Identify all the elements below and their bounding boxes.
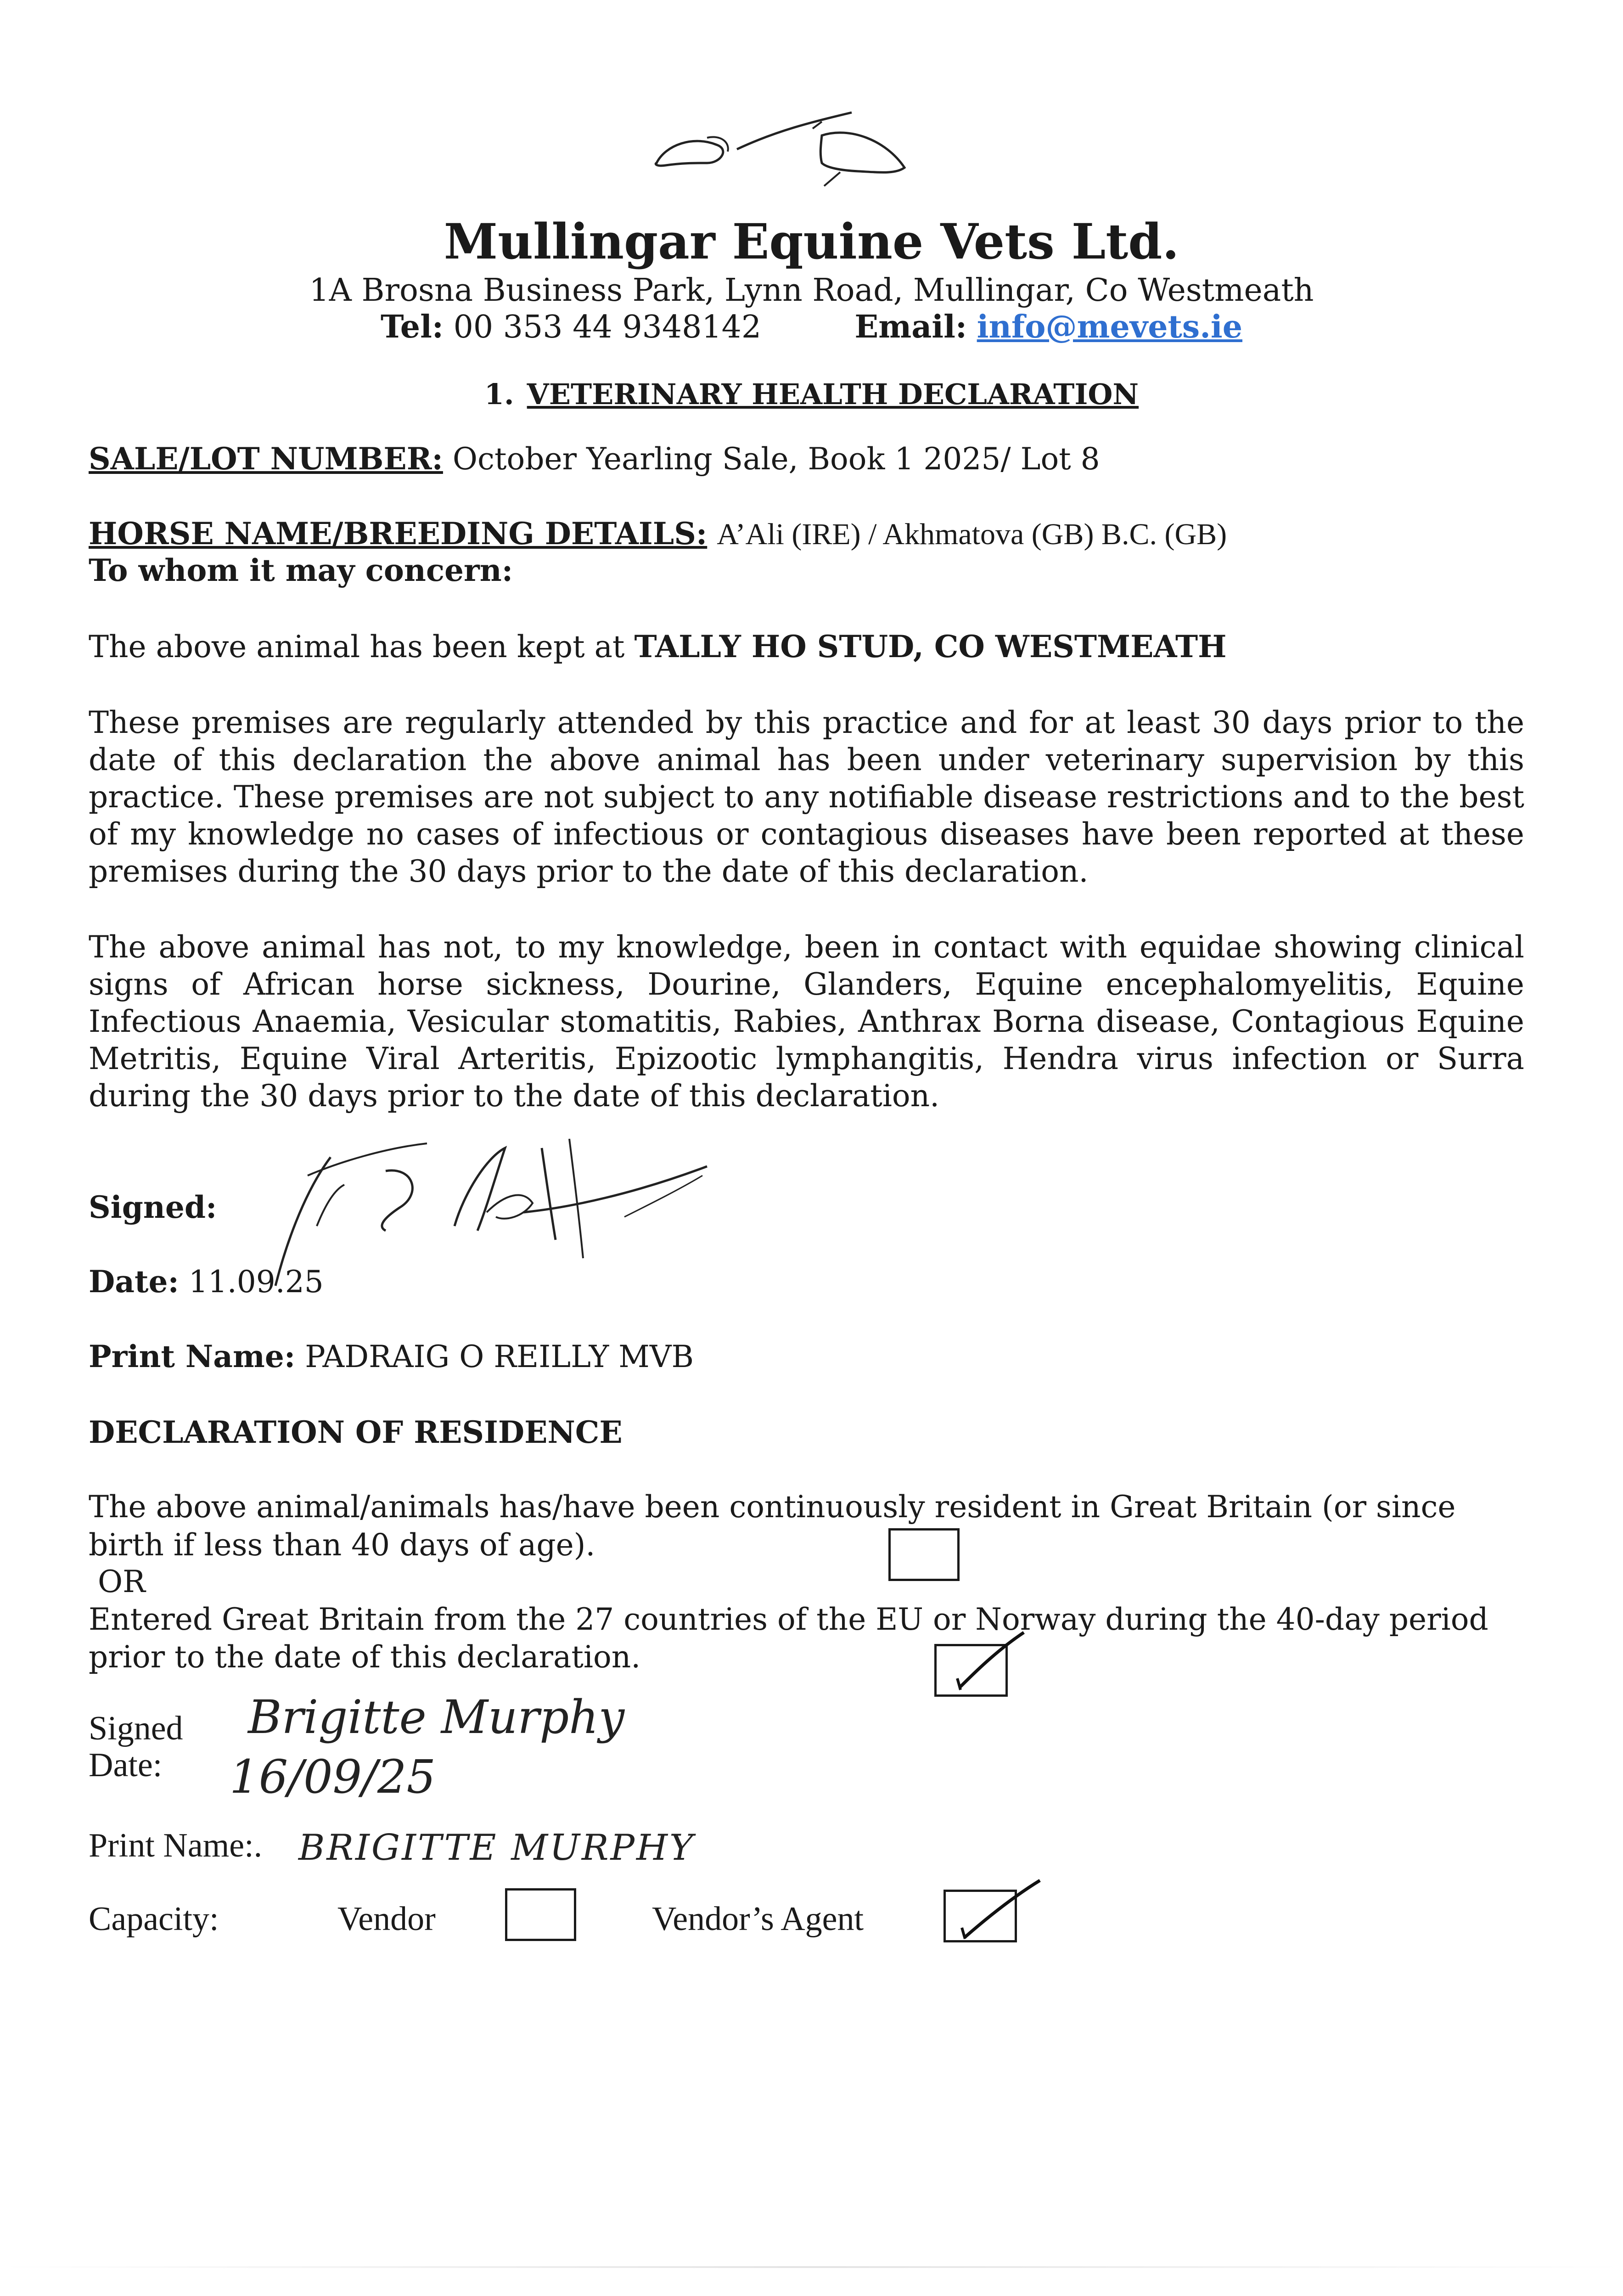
residence-signature: Brigitte Murphy [248,1690,625,1744]
checkmark-icon [932,1623,1038,1701]
horse-value: A’Ali (IRE) / Akhmatova (GB) B.C. (GB) [717,518,1227,551]
residence-signed-label: Signed [89,1710,183,1747]
or-text: OR [98,1564,146,1599]
sale-lot-value: October Yearling Sale, Book 1 2025/ Lot 8 [452,441,1100,477]
kept-at-prefix: The above animal has been kept at [89,629,625,664]
residence-print-name-value: BRIGITTE MURPHY [298,1827,695,1868]
kept-at-row [89,629,1226,665]
vet-signature [248,1120,753,1295]
option1-checkbox[interactable] [888,1528,960,1581]
checkmark-icon [941,1874,1047,1947]
residence-option2-line1: Entered Great Britain from the 27 countries of the EU or Norway during the 40-day period [89,1602,1488,1637]
tel-label: Tel: [381,309,444,345]
residence-option1-line1: The above animal/animals has/have been continuously resident in Great Britain (or since [89,1489,1456,1525]
capacity-label: Capacity: [89,1900,219,1938]
horse-row [89,516,1227,552]
scan-edge [0,2266,1623,2268]
residence-title: DECLARATION OF RESIDENCE [89,1414,623,1450]
email-link[interactable]: info@mevets.ie [977,309,1242,345]
company-name: Mullingar Equine Vets Ltd. [444,213,1179,270]
option2-checkbox[interactable] [934,1644,1008,1697]
horse-label: HORSE NAME/BREEDING DETAILS: [89,516,708,551]
contact-paragraph: The above animal has not, to my knowledge, been in contact with equidae showing clinical signs of African horse sickness, Dourine, Glanders, Equine encephalomyelitis, Equine Infectious Anaemia, Vesicular stomatitis, Rabies, Anthrax Borna disease, Contagious Equine Metritis, Equine Viral Arteritis, Epizootic lymphangitis, Hendra virus infection or Surra during the 30 days prior to the date of this declaration. [89,929,1524,1114]
residence-print-name-label: Print Name:. [89,1827,263,1864]
sale-lot-label: SALE/LOT NUMBER: [89,441,443,477]
vet-print-name-value: PADRAIG O REILLY MVB [305,1339,694,1374]
premises-paragraph: These premises are regularly attended by this practice and for at least 30 days prior to the date of this declaration the above animal has been under veterinary supervision by this practice. These premises are not subject to any notifiable disease restrictions and to the best of my knowledge no cases of infectious or contagious diseases have been reported at these premises during the 30 days prior to the date of this declaration. [89,705,1524,889]
vendor-checkbox[interactable] [505,1888,576,1941]
vet-date-label: Date: [89,1264,179,1300]
section-title [0,377,1623,411]
residence-option1-line2: birth if less than 40 days of age). [89,1527,595,1563]
vet-signed-label: Signed: [89,1189,217,1225]
section-number: 1. [484,377,514,411]
email-label: Email: [854,309,967,345]
residence-date-value: 16/09/25 [230,1750,436,1804]
vendor-agent-checkbox[interactable] [943,1890,1017,1942]
vendor-label: Vendor [337,1900,436,1938]
sale-lot-row [89,441,1100,477]
company-address: 1A Brosna Business Park, Lynn Road, Mullingar, Co Westmeath [309,272,1314,309]
horse-head-logo-icon [638,94,937,195]
vendor-agent-label: Vendor’s Agent [652,1900,864,1938]
salutation: To whom it may concern: [89,552,513,588]
vet-print-name-label: Print Name: [89,1339,296,1374]
vet-print-name-row [89,1339,694,1375]
tel-value: 00 353 44 9348142 [453,309,762,345]
section-heading: VETERINARY HEALTH DECLARATION [527,377,1139,411]
premises-name: TALLY HO STUD, CO WESTMEATH [634,629,1227,664]
contact-line [0,309,1623,346]
residence-date-label: Date: [89,1746,163,1784]
residence-option2-line2: prior to the date of this declaration. [89,1639,641,1675]
vet-date-value: 11.09.25 [188,1264,324,1300]
